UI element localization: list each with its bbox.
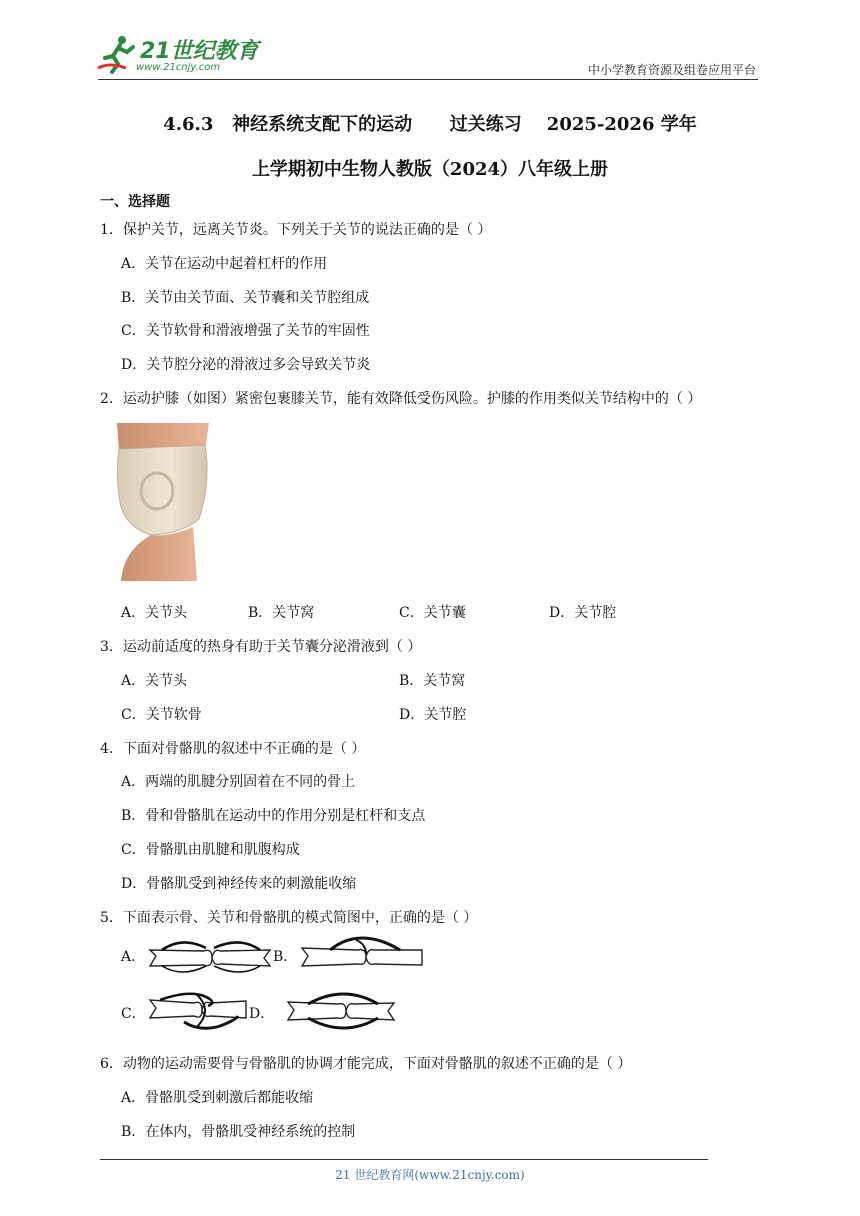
q1-option-a[interactable]: A．关节在运动中起着杠杆的作用: [121, 256, 328, 272]
q5-option-c[interactable]: C．: [121, 1006, 146, 1022]
q6-option-b[interactable]: B．在体内，骨骼肌受神经系统的控制: [121, 1124, 356, 1140]
question-2-stem: 2．运动护膝（如图）紧密包裹膝关节，能有效降低受伤风险。护膝的作用类似关节结构中的（ ）: [100, 391, 702, 407]
q4-option-b[interactable]: B．骨和骨骼肌在运动中的作用分别是杠杆和支点: [121, 808, 426, 824]
q1-option-c[interactable]: C．关节软骨和滑液增强了关节的牢固性: [121, 323, 370, 339]
q2-option-a[interactable]: A．关节头: [121, 605, 188, 621]
doc-title-line2: 上学期初中生物人教版（2024）八年级上册: [251, 159, 609, 180]
q5-option-d[interactable]: D．: [249, 1006, 275, 1022]
q1-option-d[interactable]: D．关节腔分泌的滑液过多会导致关节炎: [121, 357, 371, 373]
logo-url: www.21cnjy.com: [136, 62, 221, 73]
bone-diagram-b: [300, 932, 425, 974]
knee-brace-image: [113, 423, 213, 583]
question-6-stem: 6．动物的运动需要骨与骨骼肌的协调才能完成，下面对骨骼肌的叙述不正确的是（ ）: [100, 1056, 632, 1072]
bone-diagram-d: [286, 988, 396, 1034]
q4-option-d[interactable]: D．骨骼肌受到神经传来的刺激能收缩: [121, 876, 357, 892]
bone-diagram-c: [148, 988, 248, 1034]
doc-title-line1: 4.6.3 神经系统支配下的运动 过关练习 2025-2026 学年: [163, 114, 697, 135]
runner-icon: [96, 34, 140, 74]
q2-option-b[interactable]: B．关节窝: [248, 605, 315, 621]
header-divider: [98, 79, 758, 80]
site-logo[interactable]: [96, 34, 261, 78]
question-5-stem: 5．下面表示骨、关节和骨骼肌的模式简图中，正确的是（ ）: [100, 910, 478, 926]
q5-option-a[interactable]: A．: [121, 949, 146, 965]
question-4-stem: 4．下面对骨骼肌的叙述中不正确的是（ ）: [100, 741, 366, 757]
question-3-stem: 3．运动前适度的热身有助于关节囊分泌滑液到（ ）: [100, 639, 422, 655]
q3-option-c[interactable]: C．关节软骨: [121, 707, 202, 723]
q2-option-c[interactable]: C．关节囊: [399, 605, 466, 621]
page-header: [0, 0, 860, 80]
logo-text: 21世纪教育: [140, 39, 259, 64]
q3-option-d[interactable]: D．关节腔: [399, 707, 467, 723]
footer-divider: [100, 1159, 708, 1160]
footer-link[interactable]: 21 世纪教育网(www.21cnjy.com): [335, 1168, 525, 1182]
q4-option-c[interactable]: C．骨骼肌由肌腱和肌腹构成: [121, 842, 300, 858]
q5-option-b[interactable]: B．: [273, 949, 298, 965]
q3-option-a[interactable]: A．关节头: [121, 673, 188, 689]
q1-option-b[interactable]: B．关节由关节面、关节囊和关节腔组成: [121, 290, 370, 306]
q6-option-a[interactable]: A．骨骼肌受到刺激后都能收缩: [121, 1090, 314, 1106]
platform-name: 中小学教育资源及组卷应用平台: [587, 63, 756, 77]
section-heading: 一、选择题: [100, 194, 170, 210]
bone-diagram-a: [148, 936, 273, 974]
q4-option-a[interactable]: A．两端的肌腱分别固着在不同的骨上: [121, 774, 356, 790]
q3-option-b[interactable]: B．关节窝: [399, 673, 466, 689]
q2-option-d[interactable]: D．关节腔: [549, 605, 617, 621]
question-1-stem: 1．保护关节，远离关节炎。下列关于关节的说法正确的是（ ）: [100, 222, 492, 238]
